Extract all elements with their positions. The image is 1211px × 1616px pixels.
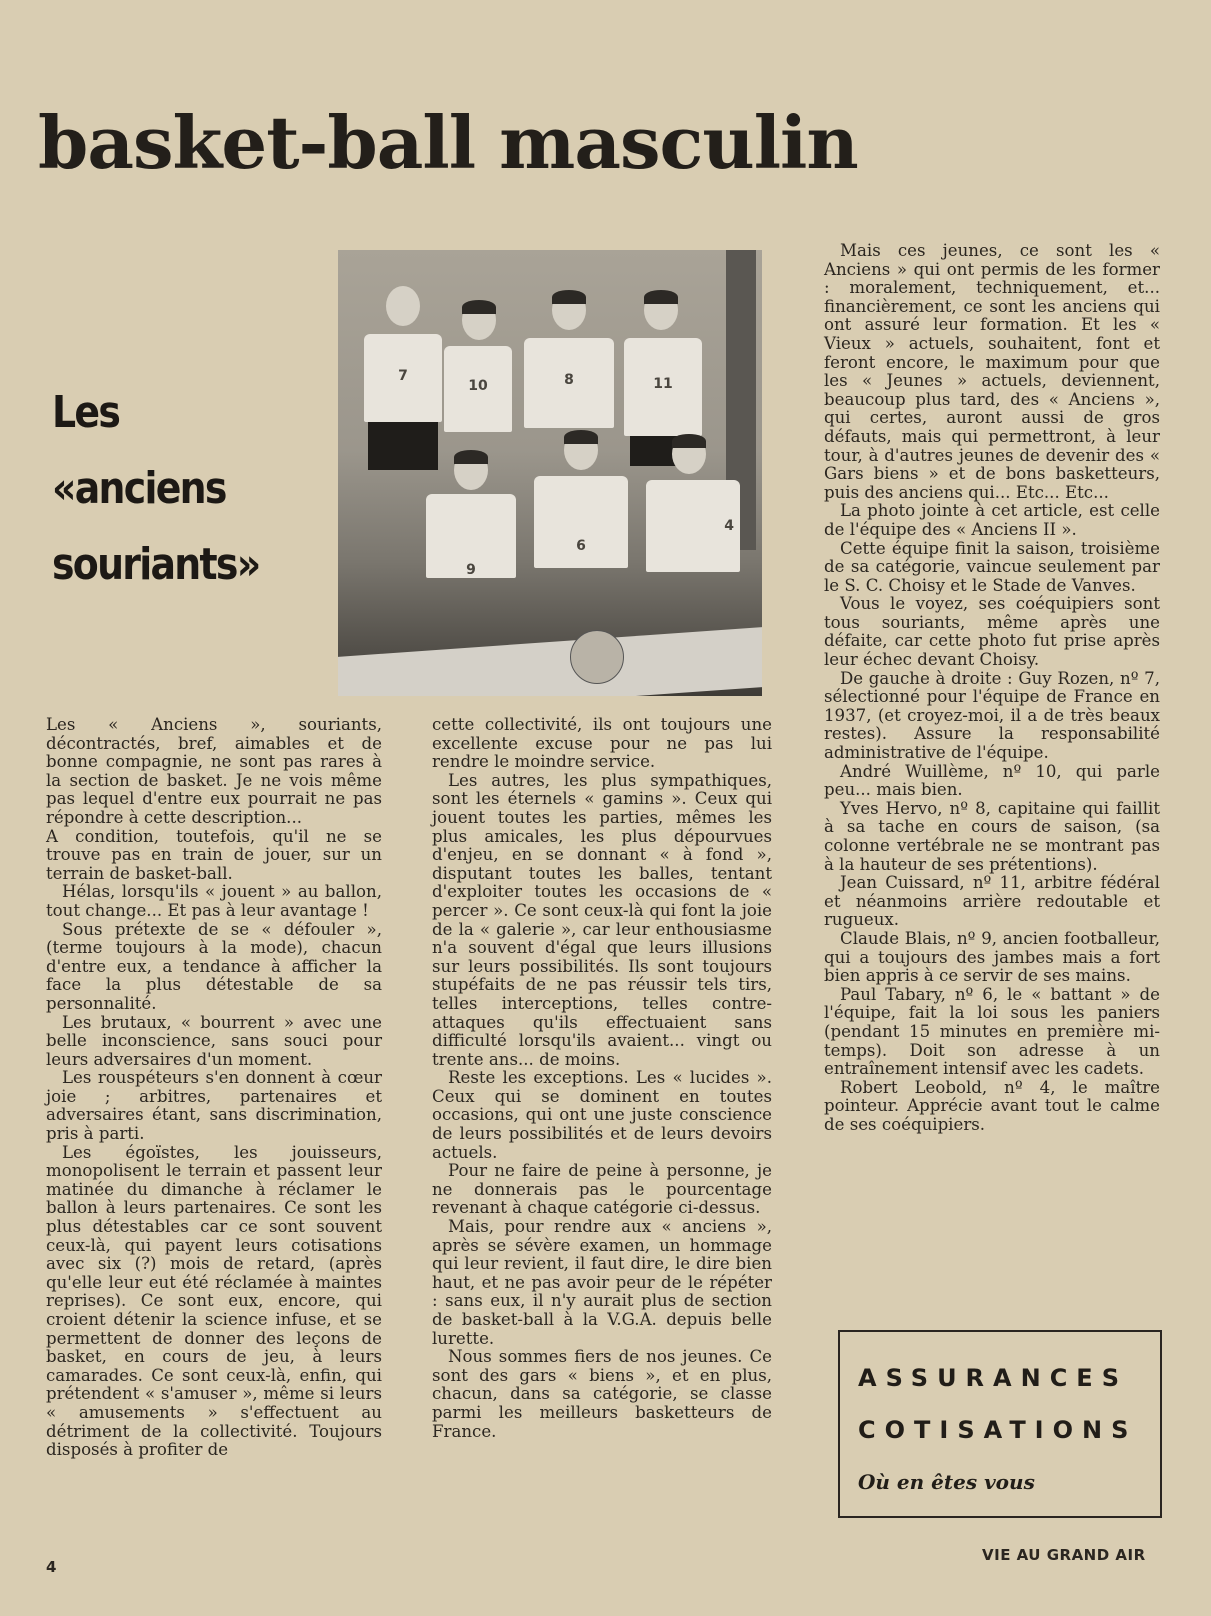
article-column-2 xyxy=(432,716,772,1441)
notice-line-cotisations: COTISATIONS xyxy=(858,1416,1138,1444)
paragraph: Les égoïstes, les jouisseurs, monopolisent le terrain et passent leur matinée du dimanche à réclamer le ballon à leurs partenaires. Ce sont les plus détestables car ce sont souvent ceux-là, qui payent leurs cotisations avec six (?) mois de retard, (après qu'elle leur eut été réclamée à maintes reprises). Ce sont eux, encore, qui croient détenir la science infuse, et se permettent de donner des leçons de basket, en cours de jeu, à leurs camarades. Ce sont ceux-là, enfin, qui prétendent « s'amuser », même si leurs « amusements » s'effectuent au détriment de la collectivité. Toujours disposés à profiter de xyxy=(46,1142,382,1460)
paragraph: Sous prétexte de se « défouler », (terme toujours à la mode), chacun d'entre eux, a tendance à afficher la face la plus détestable de sa personnalité. xyxy=(46,919,382,1013)
page-number: 4 xyxy=(46,1558,57,1576)
paragraph: De gauche à droite : Guy Rozen, nº 7, sélectionné pour l'équipe de France en 1937, (et croyez-moi, il a de très beaux restes). Assure la responsabilité administrative de l'équipe. xyxy=(824,668,1160,763)
paragraph: Mais ces jeunes, ce sont les « Anciens » qui ont permis de les former : moralement, techniquement, et... financièrement, ce sont les anciens qui ont assuré leur formation. Et les « Vieux » actuels, souhaitent, font et feront encore, le maximum pour que les « Jeunes » actuels, deviennent, beaucoup plus tard, des « Anciens », qui certes, auront aussi de gros défauts, mais qui permettront, à leur tour, à d'autres jeunes de devenir des « Gars biens » et de bons basketteurs, puis des anciens qui... Etc... Etc... xyxy=(824,241,1160,502)
paragraph: Les rouspéteurs s'en donnent à cœur joie ; arbitres, partenaires et adversaires étant, sans discrimination, pris à parti. xyxy=(46,1068,382,1144)
paragraph: Reste les exceptions. Les « lucides ». Ceux qui se dominent en toutes occasions, qui ont une juste conscience de leurs possibilités et de leurs devoirs actuels. xyxy=(432,1068,772,1162)
paragraph: Hélas, lorsqu'ils « jouent » au ballon, tout change... Et pas à leur avantage ! xyxy=(46,882,382,920)
paragraph: La photo jointe à cet article, est celle de l'équipe des « Anciens II ». xyxy=(824,501,1160,539)
insurance-notice-box xyxy=(838,1330,1162,1518)
paragraph: A condition, toutefois, qu'il ne se trouve pas en train de jouer, sur un terrain de basket-ball. xyxy=(46,826,382,883)
paragraph: Cette équipe finit la saison, troisième de sa catégorie, vaincue seulement par le S. C. Choisy et le Stade de Vanves. xyxy=(824,538,1160,595)
paragraph: Yves Hervo, nº 8, capitaine qui faillit à sa tache en cours de saison, (sa colonne vertébrale ne se montrant pas à la hauteur de ses prétentions). xyxy=(824,798,1160,874)
paragraph: Vous le voyez, ses coéquipiers sont tous souriants, même après une défaite, car cette photo fut prise après leur échec devant Choisy. xyxy=(824,594,1160,670)
jersey-number: 7 xyxy=(364,334,442,422)
paragraph: Jean Cuissard, nº 11, arbitre fédéral et néanmoins arrière redoutable et rugueux. xyxy=(824,873,1160,930)
jersey-number: 10 xyxy=(444,346,512,432)
paragraph: Les brutaux, « bourrent » avec une belle inconscience, sans souci pour leurs adversaires d'un moment. xyxy=(46,1012,382,1069)
notice-line-assurances: ASSURANCES xyxy=(858,1364,1128,1392)
jersey-number: 11 xyxy=(624,338,702,436)
team-photo xyxy=(338,250,762,696)
paragraph: Les « Anciens », souriants, décontractés, bref, aimables et de bonne compagnie, ne sont pas rares à la section de basket. Je ne vois même pas lequel d'entre eux pourrait ne pas répondre à cette description... xyxy=(46,715,382,827)
paragraph: André Wuillème, nº 10, qui parle peu... mais bien. xyxy=(824,761,1160,800)
subhead-line-3: souriants» xyxy=(52,539,260,590)
notice-line-question: Où en êtes vous xyxy=(858,1470,1035,1494)
article-subheading xyxy=(52,375,276,603)
photo-court-floor xyxy=(338,627,762,696)
paragraph: Pour ne faire de peine à personne, je ne donnerais pas le pourcentage revenant à chaque catégorie ci-dessus. xyxy=(432,1161,772,1218)
magazine-footer: VIE AU GRAND AIR xyxy=(982,1546,1146,1564)
subhead-line-1: Les xyxy=(52,387,120,438)
paragraph: Claude Blais, nº 9, ancien footballeur, qui a toujours des jambes mais a fort bien appris à ce servir de ses mains. xyxy=(824,928,1160,986)
paragraph: cette collectivité, ils ont toujours une excellente excuse pour ne pas lui rendre le moindre service. xyxy=(432,715,772,772)
paragraph: Nous sommes fiers de nos jeunes. Ce sont des gars « biens », et en plus, chacun, dans sa catégorie, se classe parmi les meilleurs basketteurs de France. xyxy=(432,1347,772,1441)
article-column-1 xyxy=(46,716,382,1460)
paragraph: Paul Tabary, nº 6, le « battant » de l'équipe, fait la loi sous les paniers (pendant 15 minutes en première mi-temps). Doit son adresse à un entraînement intensif avec les cadets. xyxy=(824,984,1160,1079)
article-column-3 xyxy=(824,242,1160,1135)
jersey-number: 4 xyxy=(646,480,740,572)
article-headline: basket-ball masculin xyxy=(38,100,858,185)
paragraph: Mais, pour rendre aux « anciens », après se sévère examen, un hommage qui leur revient, il faut dire, le dire bien haut, et ne pas avoir peur de le répéter : sans eux, il n'y aurait plus de section de basket-ball à la V.G.A. depuis belle lurette. xyxy=(432,1217,772,1348)
paragraph: Robert Leobold, nº 4, le maître pointeur. Apprécie avant tout le calme de ses coéquipiers. xyxy=(824,1077,1160,1134)
jersey-number: 6 xyxy=(534,476,628,568)
paragraph: Les autres, les plus sympathiques, sont les éternels « gamins ». Ceux qui jouent toutes les parties, mêmes les plus amicales, les plus dépourvues d'enjeu, en se donnant « à fond », disputant toutes les balles, tentant d'exploiter toutes les occasions de « percer ». Ce sont ceux-là qui font la joie de la « galerie », car leur enthousiasme n'a souvent d'égal que leurs illusions sur leurs possibilités. Ils sont toujours stupéfaits de ne pas réussir tels tirs, telles interceptions, telles contre-attaques qu'ils effectuaient sans difficulté lorsqu'ils avaient... vingt ou trente ans... de moins. xyxy=(432,770,772,1069)
subhead-line-2: «anciens xyxy=(52,463,226,514)
jersey-number: 8 xyxy=(524,338,614,428)
jersey-number: 9 xyxy=(426,494,516,578)
basketball xyxy=(570,630,624,684)
